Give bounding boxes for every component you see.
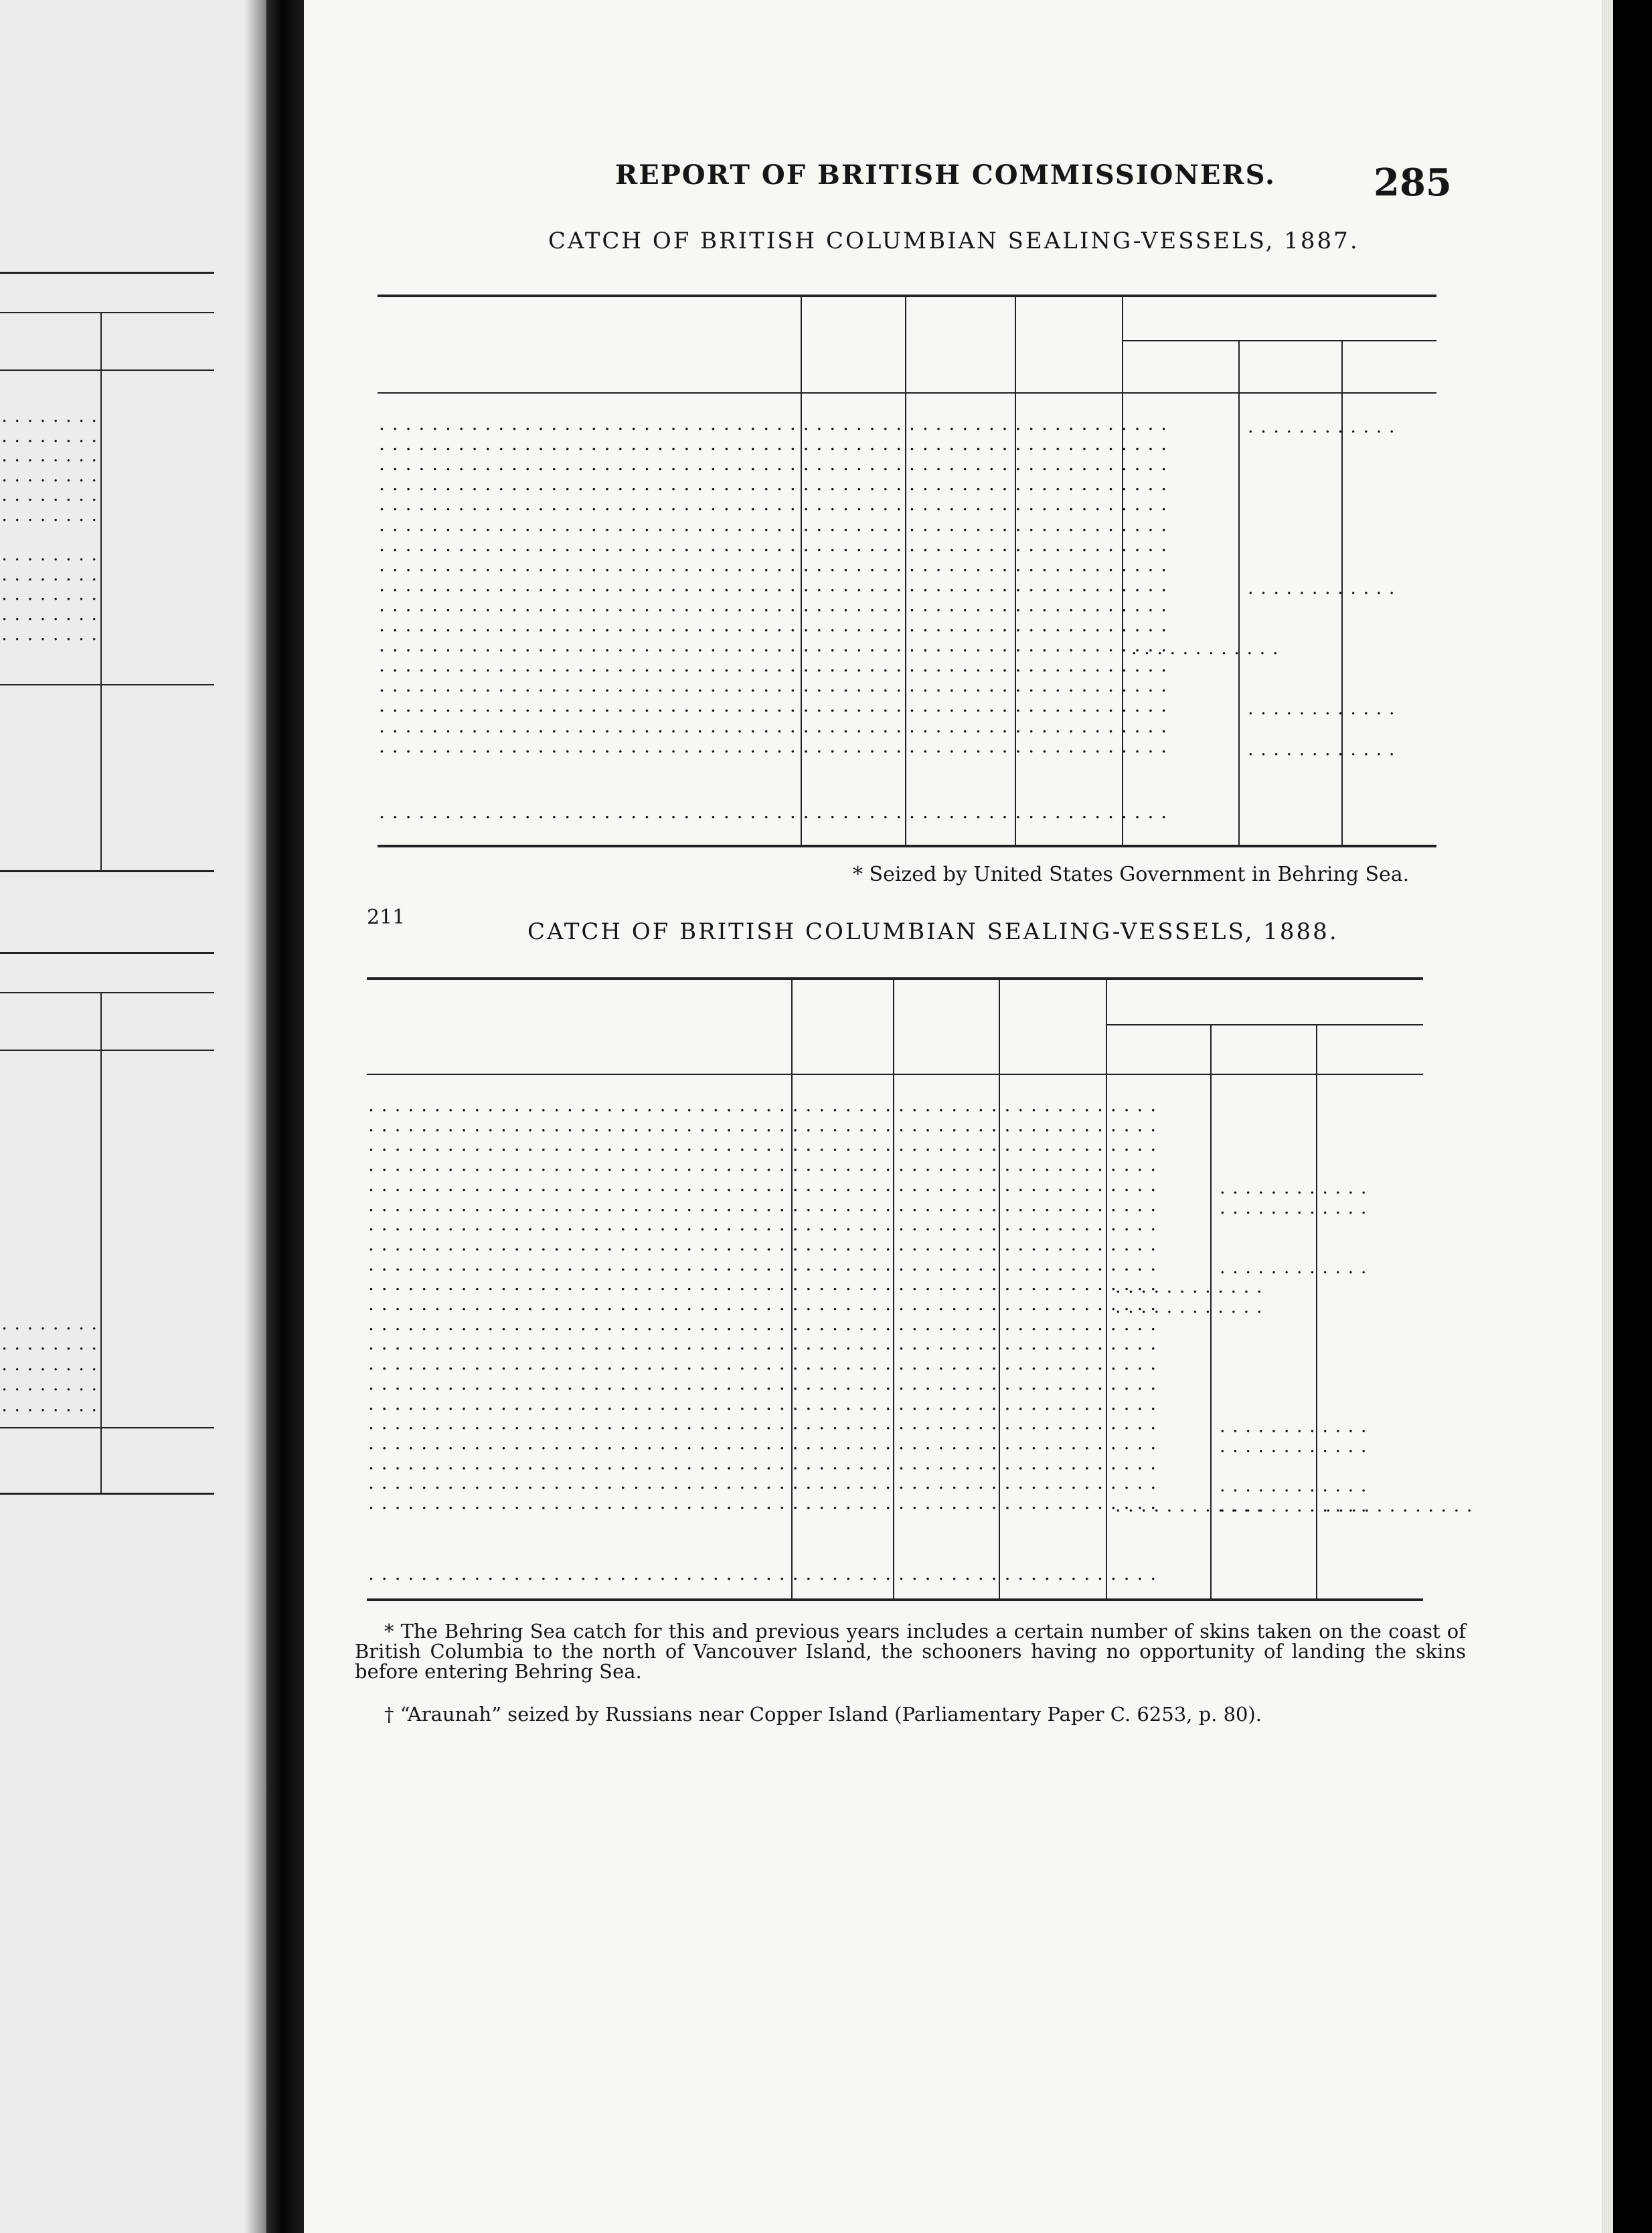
facing-blank: . . . . . . . . xyxy=(1,1333,98,1354)
facing-blank: . . . . . . . . xyxy=(1,505,98,525)
vessel-name xyxy=(379,432,791,454)
table-row-behring-blank: . . . . . . . . . . . . xyxy=(1220,1475,1368,1497)
vessel-name xyxy=(368,1432,782,1454)
vessel-name xyxy=(379,493,791,515)
vessel-name xyxy=(368,1193,782,1216)
table-row-behring-blank: . . . . . . . . . . . . xyxy=(1220,1435,1368,1457)
table-bottom-rule xyxy=(367,1598,1423,1601)
facing-blank: . . . . . . . . xyxy=(1,623,98,645)
vessel-name xyxy=(379,735,791,757)
vessel-name xyxy=(368,1173,782,1195)
facing-page xyxy=(0,0,266,2233)
vessel-name xyxy=(368,1213,782,1235)
vessel-name xyxy=(379,694,791,716)
header-rule xyxy=(378,392,1436,394)
facing-blank: . . . . . . . . xyxy=(1,1374,98,1395)
table-1887-footnote: * Seized by United States Government in Behring Sea. xyxy=(853,863,1410,886)
facing-blank: . . . . . . . . xyxy=(1,1353,98,1375)
german-vessel-name xyxy=(368,1562,782,1584)
table-1888-footnote-2: † “Araunah” seized by Russians near Copper Island (Parliamentary Paper C. 6253, p. 80). xyxy=(384,1703,1262,1726)
vessel-name xyxy=(379,574,791,596)
vessel-name xyxy=(368,1114,782,1136)
table-top-rule xyxy=(378,295,1436,297)
facing-rule xyxy=(0,870,214,872)
table-bottom-rule xyxy=(378,845,1436,847)
vessel-name xyxy=(379,674,791,696)
vessel-name xyxy=(379,412,791,434)
vessel-name xyxy=(379,654,791,676)
column-rule xyxy=(1238,340,1240,845)
table-row-behring-blank: . . . . . . . . . . . . xyxy=(1248,738,1396,760)
table-row-coast-blank: . . . . . . . . . . . . xyxy=(1131,638,1279,659)
facing-blank: . . . . . . . . xyxy=(1,406,98,426)
vessel-name xyxy=(368,1272,782,1295)
vessel-name xyxy=(379,452,791,475)
vessel-name xyxy=(368,1133,782,1155)
vessel-name xyxy=(379,533,791,556)
facing-rule xyxy=(0,1493,214,1495)
vessel-name xyxy=(368,1452,782,1474)
vessel-name xyxy=(368,1392,782,1414)
facing-blank: . . . . . . . . xyxy=(1,1394,98,1416)
table-1888-footnote-1: * The Behring Sea catch for this and previous years includes a certain number of skins taken on the coast of British Columbia to the north of Vancouver Island, the schooners having no opportunity of landing the skins before entering Behring Sea. xyxy=(355,1620,1466,1683)
facing-rule xyxy=(0,369,214,371)
vessel-name xyxy=(368,1412,782,1434)
vessel-name xyxy=(379,614,791,636)
vessel-name xyxy=(368,1332,782,1354)
facing-column-rule xyxy=(100,992,102,1493)
page-number: 285 xyxy=(1374,161,1452,205)
vessel-name xyxy=(379,594,791,616)
facing-rule xyxy=(0,272,214,274)
header-rule xyxy=(367,1074,1423,1075)
table-top-rule xyxy=(367,977,1423,980)
table-1888-title: CATCH OF BRITISH COLUMBIAN SEALING-VESSELS, 1888. xyxy=(527,918,1339,945)
table-row-coast-blank: . . . . . . . . . . . . xyxy=(1115,1297,1263,1317)
german-vessel-name xyxy=(379,801,791,823)
running-head: REPORT OF BRITISH COMMISSIONERS. xyxy=(615,159,1276,191)
vessel-name xyxy=(368,1352,782,1374)
table-row-behring-blank: . . . . . . . . . . . . xyxy=(1220,1197,1368,1218)
vessel-name xyxy=(368,1313,782,1335)
facing-blank: . . . . . . . . xyxy=(1,425,98,446)
table-row-total-blank: . . . . . . . . . . . . xyxy=(1325,1495,1473,1516)
table-row-behring-blank: . . . . . . . . . . . . xyxy=(1248,416,1396,437)
catch-rule xyxy=(1106,1024,1423,1025)
facing-blank: . . . . . . . . xyxy=(1,604,98,625)
facing-column-rule xyxy=(100,312,102,870)
facing-rule xyxy=(0,684,214,685)
vessel-name xyxy=(379,715,791,737)
facing-rule xyxy=(0,992,214,993)
main-page xyxy=(304,0,1613,2233)
facing-blank: . . . . . . . . xyxy=(1,584,98,605)
vessel-name xyxy=(368,1372,782,1394)
table-row-behring-blank: . . . . . . . . . . . . xyxy=(1220,1416,1368,1437)
table-row-behring-blank: . . . . . . . . . . . . xyxy=(1248,577,1396,598)
facing-blank: . . . . . . . . xyxy=(1,445,98,467)
table-row-coast-blank: . . . . . . . . . . . . xyxy=(1115,1276,1263,1298)
facing-blank: . . . . . . . . xyxy=(1,485,98,506)
table-row-behring-blank: . . . . . . . . . . . . xyxy=(1248,698,1396,720)
vessel-name xyxy=(368,1253,782,1275)
vessel-name xyxy=(368,1471,782,1493)
facing-rule xyxy=(0,952,214,954)
facing-blank: . . . . . . . . xyxy=(1,1313,98,1334)
page-edge xyxy=(1602,0,1613,2233)
vessel-name xyxy=(379,513,791,535)
facing-blank: . . . . . . . . xyxy=(1,544,98,566)
facing-rule xyxy=(0,1427,214,1428)
vessel-name xyxy=(368,1491,782,1513)
vessel-name xyxy=(379,634,791,656)
vessel-name xyxy=(368,1233,782,1255)
vessel-name xyxy=(368,1094,782,1116)
facing-blank: . . . . . . . . xyxy=(1,564,98,585)
table-row-behring-blank: . . . . . . . . . . . . xyxy=(1220,1256,1368,1278)
table-row-behring-blank: . . . . . . . . . . . . xyxy=(1220,1177,1368,1198)
catch-rule xyxy=(1122,340,1436,341)
vessel-name xyxy=(379,554,791,576)
page-shadow xyxy=(245,0,266,2233)
facing-rule xyxy=(0,1050,214,1051)
facing-rule xyxy=(0,312,214,313)
table-row-coast-blank: . . . . . . . . . . . . xyxy=(1115,1495,1263,1516)
vessel-name xyxy=(368,1293,782,1315)
vessel-name xyxy=(379,473,791,495)
table-1887-title: CATCH OF BRITISH COLUMBIAN SEALING-VESSELS, 1887. xyxy=(548,228,1359,254)
side-number: 211 xyxy=(367,906,406,929)
facing-blank: . . . . . . . . xyxy=(1,465,98,486)
book-gutter xyxy=(266,0,304,2233)
table-row-behring-blank: . . . . . . . . . . . . xyxy=(1220,1495,1368,1516)
vessel-name xyxy=(368,1153,782,1175)
